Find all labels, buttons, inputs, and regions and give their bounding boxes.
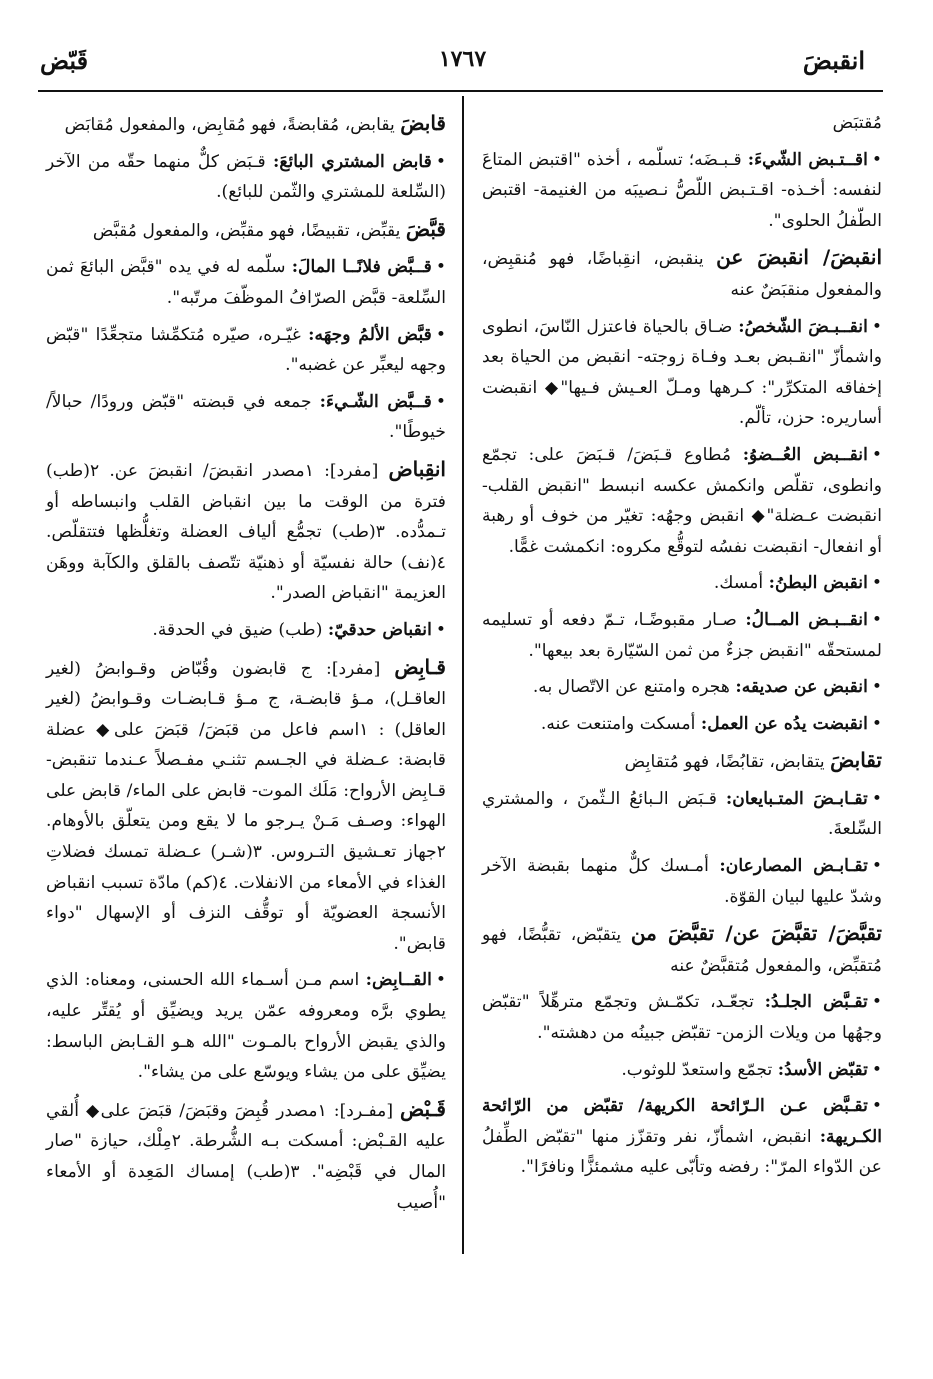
entry-headword: [482, 918, 882, 981]
entry-headword: [46, 108, 446, 141]
definition-text: أمسك.: [713, 573, 769, 594]
left-column: [46, 108, 446, 1224]
page-header: [40, 38, 885, 86]
definition-text: اسم مـن أسـماء الله الحسنى، ومعناه: الذي يطوي برَّه ومعروفه عمّن يريد ويضيِّق أو يُقتِّر عليه، والذي يقبض الأرواح بالمـوت "الله هـو القـابض الباسط: يضيِّق على من يشاء ويوسّع على من يشاء".: [46, 970, 446, 1083]
definition-text: قـبَض الـبائعُ الـثّمنَ ، والمشتري السِّلعةَ.: [482, 788, 882, 840]
bullet-icon: •: [435, 619, 446, 640]
entry-headword: [46, 454, 446, 609]
definition-text: [مفـرد]: ١مصدر قُبِضَ وقبَضَ/ قبَضَ على◆ أُلقي عليه القـبْض: أمسكت بـه الشُّرطة. ٢مِلْك، حيازة "صار المال في قَبْضِه". ٣(طب) إمساك المَعِدة أو الأمعاء "أُصيب: [46, 1100, 447, 1213]
entry-headword: [482, 242, 882, 305]
sense-phrase: قابض المشتري البائعَ:: [272, 151, 432, 172]
bullet-icon: •: [871, 677, 882, 698]
header-rule: [38, 90, 883, 92]
bullet-icon: •: [871, 444, 882, 465]
bullet-icon: •: [871, 609, 882, 630]
entry-headword: [46, 1094, 446, 1218]
column-divider: [462, 96, 464, 1254]
headword: قَـبْض: [400, 1096, 446, 1121]
headword: قبَّضَ: [405, 216, 446, 241]
entry-headword: [46, 214, 446, 247]
bullet-icon: •: [871, 713, 882, 734]
entry-sense: [46, 320, 446, 381]
definition-text: أمسكت وامتنعت عنه.: [540, 713, 701, 734]
page-number: ١٧٦٧: [438, 46, 487, 72]
definition-text: يقابض، مُقابضةً، فهو مُقابِض، والمفعول مُقابَض: [64, 115, 401, 135]
sense-phrase: اقــتـبض الشّيءَ:: [747, 149, 868, 170]
definition-text: غيّـره، صيّره مُتكمِّشا متجعِّدًا "قبّض وجهه ليعبِّر عن غضبه".: [46, 324, 446, 376]
bullet-icon: •: [871, 1059, 882, 1080]
bullet-icon: •: [435, 970, 446, 991]
headword: انقبضَ/ انقبضَ عن: [716, 245, 882, 270]
definition-text: يتقبّض، تقبُّضًا، فهو مُتقبِّض، والمفعول مُتقبَّضٌ عنه: [482, 925, 882, 976]
entry-sense: [482, 709, 882, 740]
sense-phrase: قــبَّض فلانًــا المالَ:: [291, 257, 432, 278]
sense-phrase: تقـبَّض الجلـدُ:: [764, 992, 868, 1013]
sense-phrase: انقبض البطنُ:: [768, 573, 868, 594]
definition-text: يقبِّض، تقبيضًا، فهو مقبِّض، والمفعول مُقبَّض: [92, 220, 406, 241]
definition-text: يتقابض، تقابُضًا، فهو مُتقابِض: [624, 752, 831, 773]
entry-sense: [482, 784, 882, 845]
definition-text: قـبَض كلٌّ منهما حقّه من الآخر (السِّلعة للمشتري والثّمن للبائع).: [46, 151, 446, 203]
headword: انقِباض: [388, 456, 446, 481]
right-column: [482, 108, 882, 1189]
entry-headword: [46, 652, 446, 960]
bullet-icon: •: [435, 257, 447, 278]
entry-text: [482, 108, 882, 139]
entry-sense: [482, 1091, 882, 1183]
header-right-word: انقبضَ: [802, 46, 865, 75]
sense-phrase: انقــبـضَ الشّخصُ:: [738, 316, 868, 337]
sense-phrase: انقبضت يدُه عن العمل:: [700, 713, 868, 734]
bullet-icon: •: [871, 1096, 882, 1117]
entry-sense: [482, 568, 882, 599]
definition-text: صـار مقبوضًـا، تـمّ دفعه أو تسليمه لمستحقّه "انقبض جزءٌ من ثمن السّيّارة بعد بيعها".: [482, 609, 882, 661]
bullet-icon: •: [871, 316, 882, 337]
entry-sense: [482, 1055, 882, 1086]
definition-text: انقبض، اشمأزّ، نفر وتقزّز منها "تقبّض الطِّفلُ عن الدّواء المرّ": رفضه وتأبّى عليه مشمئزًّا ونافرًا".: [482, 1126, 882, 1178]
definition-text: ينقبض، انقِباضًا، فهو مُنقبِض، والمفعول منقبَضٌ عنه: [482, 249, 882, 300]
headword: تقابضَ: [830, 748, 882, 773]
headword: قـابِض: [394, 654, 446, 679]
bullet-icon: •: [871, 856, 882, 877]
definition-text: مُقتبَض: [832, 113, 882, 133]
bullet-icon: •: [435, 324, 446, 345]
entry-sense: [482, 312, 882, 434]
definition-text: [مفرد]: ١مصدر انقبضَ/ انقبضَ عن. ٢(طب) فترة من الوقت ما بين انقباض القلب وانبساطه أو تـمدُّده. ٣(طب) تجمُّع ألياف العضلة وتغلُّظها فتتقلّص. ٤(نف) حالة نفسيّة أو ذهنيّة تتّصف بالقلق والكآبة ووهَن العزيمة "انقباض الصدر".: [46, 460, 446, 604]
sense-phrase: انقبض عن صديقه:: [735, 677, 868, 698]
entry-sense: [482, 145, 882, 237]
bullet-icon: •: [435, 151, 446, 172]
sense-phrase: انقــبض العُــضوُ:: [742, 444, 868, 465]
sense-phrase: قــبَّض الشّـيءَ:: [319, 391, 432, 412]
entry-sense: [482, 605, 882, 666]
entry-sense: [46, 147, 446, 208]
definition-text: ضـاق بالحياة فاعتزل النّاسَ، انطوى واشمأزّ "انقـبض بعـد وفـاة زوجته- انقبض من الحياة بعد إخفاقه المتكرِّر": كـرهها ومـلّ العـيش فـيها"◆ انقبضت أساريره: حزن، تألّم.: [482, 316, 882, 429]
definition-text: سلّمه له في يده "قبَّض البائعَ ثمن السِّلعة- قبَّض الصرّافُ الموظّفَ مرتّبه".: [46, 257, 446, 308]
sense-phrase: القــابِض:: [365, 970, 432, 991]
definition-text: تجمّع واستعدّ للوثوب.: [621, 1059, 778, 1080]
entry-headword: [482, 745, 882, 778]
bullet-icon: •: [435, 391, 446, 412]
sense-phrase: انقباض حدقيّ:: [327, 619, 432, 640]
sense-phrase: انقــبـض المــالُ:: [745, 609, 868, 630]
headword: قابضَ: [400, 111, 446, 135]
entry-sense: [482, 987, 882, 1048]
definition-text: مُطاوع قـبَضَ/ قـبَضَ على: تجمّع وانطوى، تقلّص وانكمش عكسه انبسط "انقبض القلب- انقبضت عـضلة"◆ انقبض وجهُه: تغيّر من خوف أو رهبة أو انفعال- انقبضت نفسُه لتوقُّع مكروه: انكمشت غمًّا.: [482, 444, 882, 557]
definition-text: (طب) ضيق في الحدقة.: [152, 619, 328, 640]
definition-text: هجره وامتنع عن الاتّصال به.: [532, 677, 736, 698]
bullet-icon: •: [871, 992, 882, 1013]
sense-phrase: تقـابـضَ المتـبايعان:: [725, 788, 868, 809]
sense-phrase: تقـابـض المصارعان:: [719, 856, 868, 877]
entry-sense: [46, 252, 446, 313]
definition-text: [مفرد]: ج قابضون وقُبّاض وقـوابضُ (لغير العاقـل)، مـؤ قابضـة، ج مـؤ قـابضـات وقـوابضُ (لغير العاقل) : ١اسم فاعل من قبَضَ/ قبَضَ على◆ عضلة قابضة: عـضلة في الجـسم تثنـي مفـصلاً عـندما تنقبض- قـابِض الأرواح: مَلَك الموت- قابض على الماء/ قابض على الهواء: وصـف مَـنْ يـرجو ما لا يقع ومن يتعلّق بالأوهام. ٢جهاز تعـشيق التـروس. ٣(شـر) عـضلة تمسك فضلاتِ الغذاء في الأمعاء من الانفلات. ٤(كم) مادّة تسبب انقباض الأنسجة العضويّة أو توقُّف النزف أو الإسهال "دواء قابض".: [46, 658, 447, 954]
headword: تقبَّضَ/ تقبَّضَ عن/ تقبَّضَ من: [630, 921, 883, 946]
sense-phrase: تقبّض الأسدُ:: [777, 1059, 868, 1080]
entry-sense: [482, 672, 882, 703]
entry-sense: [46, 387, 446, 448]
definition-text: تجعّـد، تكمّـش وتجمّع مترهِّلاً "تقبّض وجهُها من ويلات الزمن- تقبّض جبينُه من دهشته".: [482, 992, 882, 1044]
entry-sense: [482, 440, 882, 562]
sense-phrase: تقـبَّض عـن الـرّائحة الكريهة/ تقبّض من الرّائحة الكـريهة:: [482, 1096, 882, 1147]
sense-phrase: قبَّض الألمُ وجهَه:: [308, 324, 432, 345]
entry-sense: [46, 965, 446, 1087]
definition-text: أمـسك كلٌّ منهما بقبضة الآخر وشدّ عليها لبيان القوّة.: [482, 856, 882, 907]
bullet-icon: •: [871, 149, 883, 170]
entry-sense: [46, 615, 446, 646]
definition-text: قـبـضَه؛ تسلّمه ، أخذه "اقتبض المتاعَ لنفسه: أخـذه- اقـتـبض اللّصُّ نـصيبَه من الغنيمة- اقتبض الطّفلُ الحلوى".: [482, 149, 882, 231]
bullet-icon: •: [871, 788, 882, 809]
bullet-icon: •: [871, 573, 882, 594]
definition-text: جمعه في قبضته "قبّض ورودًا/ حبالاً/ خيوطًا".: [46, 391, 446, 443]
header-left-word: قَبّض: [40, 46, 89, 75]
entry-sense: [482, 851, 882, 912]
